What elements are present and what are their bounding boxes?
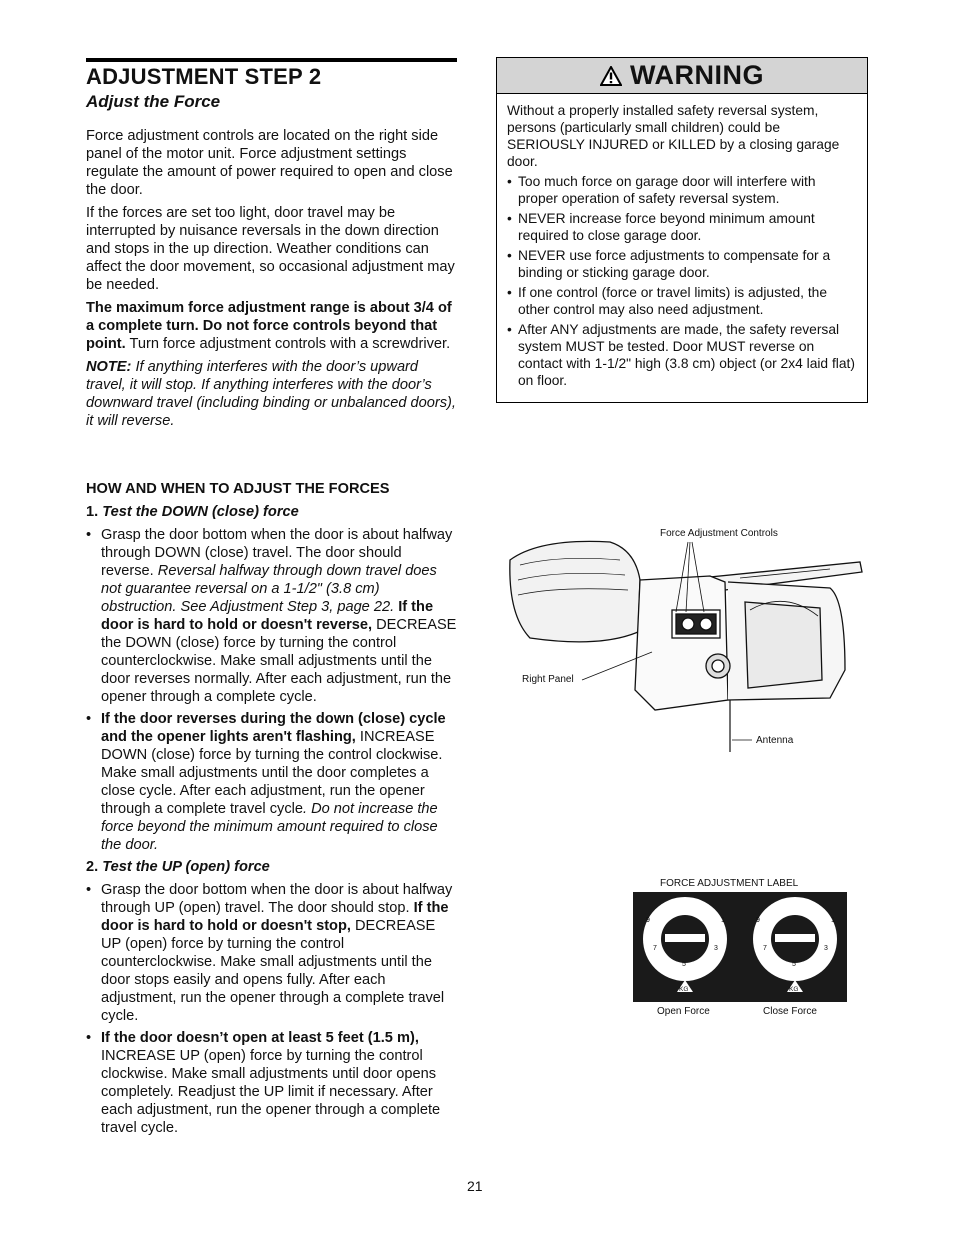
list-item (86, 526, 458, 706)
intro-paragraph-3 (86, 299, 458, 353)
warning-item: • After ANY adjustments are made, the safety reversal system MUST be tested. Door MUST reverse on contact with 1-1/2" high (3.8 cm) object (or 2x4 laid flat) on floor. (507, 321, 857, 389)
svg-text:3: 3 (714, 945, 718, 952)
antenna-label: Antenna (756, 735, 794, 746)
note-text: If anything interferes with the door’s upward travel, it will stop. If anything interferes with the door’s downward travel (including binding or unbalanced doors), it will reverse. (86, 359, 456, 429)
warning-item: • If one control (force or travel limits) is adjusted, the other control may also need adjustment. (507, 284, 857, 318)
howto-heading: HOW AND WHEN TO ADJUST THE FORCES (86, 481, 390, 497)
warning-header (497, 58, 867, 94)
intro-paragraph-1: Force adjustment controls are located on the right side panel of the motor unit. Force adjustment settings regulate the amount of power required to open and close the door. (86, 128, 453, 198)
bullet-text: DECREASE UP (open) force by turning the control counterclockwise. Make small adjustments until the door stops easily and opens fully. After each adjustment, run the opener through a complete travel cycle. (101, 918, 445, 1024)
opener-illustration (500, 520, 870, 760)
note-label: NOTE: (86, 359, 132, 375)
bullet-text: DECREASE the DOWN (close) force by turning the control counterclockwise. Make small adjustments until the door reverses normally. After each adjustment, run the opener through a complete cycle. (101, 617, 457, 705)
note-paragraph (86, 358, 458, 430)
list-item (86, 881, 458, 1025)
step-2-number: 2. (86, 859, 99, 875)
list-item (86, 710, 458, 854)
force-range-text: Turn force adjustment controls with a screwdriver. (125, 336, 451, 352)
force-adjustment-label (633, 892, 847, 1002)
warning-item: • NEVER increase force beyond minimum amount required to close garage door. (507, 210, 857, 244)
step-1-title: Test the DOWN (close) force (98, 504, 299, 520)
warning-item: • NEVER use force adjustments to compensate for a binding or sticking garage door. (507, 247, 857, 281)
bullet-text: Grasp the door bottom when the door is about halfway through DOWN (close) travel. The door should reverse. (101, 527, 453, 579)
title-rule (86, 58, 457, 62)
force-range-bold: The maximum force adjustment range is about 3/4 of a complete turn. Do not force controls beyond that point. (86, 300, 452, 352)
intro-paragraph-2: If the forces are set too light, door travel may be interrupted by nuisance reversals in the down direction and stops in the up direction. Weather conditions can affect the door movement, so occasional adjustment may be needed. (86, 205, 455, 293)
warning-body (497, 94, 867, 389)
bullet-bold: If the door reverses during the down (close) cycle and the opener lights aren't flashing, (101, 711, 446, 745)
warning-intro: Without a properly installed safety reversal system, persons (particularly small children) could be SERIOUSLY INJURED or KILLED by a closing garage door. (507, 103, 840, 169)
step-1-heading (86, 503, 458, 521)
svg-text:1: 1 (721, 917, 725, 924)
section-subtitle: Adjust the Force (86, 92, 221, 111)
bullet-italic: . Do not increase the force beyond the minimum amount required to close the door. (101, 801, 438, 853)
warning-box (496, 57, 868, 403)
page-number: 21 (467, 1178, 483, 1194)
step-2-title: Test the UP (open) force (98, 859, 270, 875)
svg-text:9: 9 (756, 917, 760, 924)
bullet-bold: If the door is hard to hold or doesn't reverse, (101, 599, 434, 633)
bullet-text: INCREASE DOWN (close) force by turning the control clockwise. Make small adjustments until the door completes a close cycle. After each adjustment, run the opener through a complete travel cycle (101, 729, 443, 817)
close-force-caption: Close Force (763, 1006, 817, 1017)
force-label-title: FORCE ADJUSTMENT LABEL (660, 878, 799, 889)
step-1-number: 1. (86, 504, 99, 520)
intro-column (86, 127, 458, 435)
svg-text:KG: KG (789, 986, 799, 993)
step-2-heading (86, 858, 458, 876)
warning-triangle-icon (600, 66, 622, 86)
bullet-bold: If the door is hard to hold or doesn't stop, (101, 900, 449, 934)
svg-text:KG: KG (679, 986, 689, 993)
bullet-text: Grasp the door bottom when the door is about halfway through UP (open) travel. The door should stop. (101, 882, 453, 916)
svg-text:7: 7 (653, 945, 657, 952)
svg-text:1: 1 (831, 917, 835, 924)
open-force-caption: Open Force (657, 1006, 710, 1017)
svg-text:3: 3 (824, 945, 828, 952)
warning-item: • Too much force on garage door will interfere with proper operation of safety reversal system. (507, 173, 857, 207)
warning-title: WARNING (630, 60, 764, 90)
bullet-italic: Reversal halfway through down travel does not guarantee reversal on a 1-1/2" (3.8 cm) obstruction. See Adjustment Step 3, page 22. (101, 563, 437, 615)
svg-text:5: 5 (682, 961, 686, 968)
svg-text:9: 9 (646, 917, 650, 924)
list-item (86, 1029, 458, 1137)
bullet-bold: If the door doesn’t open at least 5 feet (1.5 m), (101, 1030, 419, 1046)
svg-text:7: 7 (763, 945, 767, 952)
page-title: ADJUSTMENT STEP 2 (86, 64, 322, 89)
svg-text:5: 5 (792, 961, 796, 968)
right-panel-label: Right Panel (522, 674, 574, 685)
force-controls-label: Force Adjustment Controls (660, 528, 778, 539)
howto-column (86, 480, 458, 1141)
bullet-text: INCREASE UP (open) force by turning the control clockwise. Make small adjustments until door opens completely. Readjust the UP limit if necessary. After each adjustment, run the opener through a complete travel cycle. (101, 1048, 441, 1136)
